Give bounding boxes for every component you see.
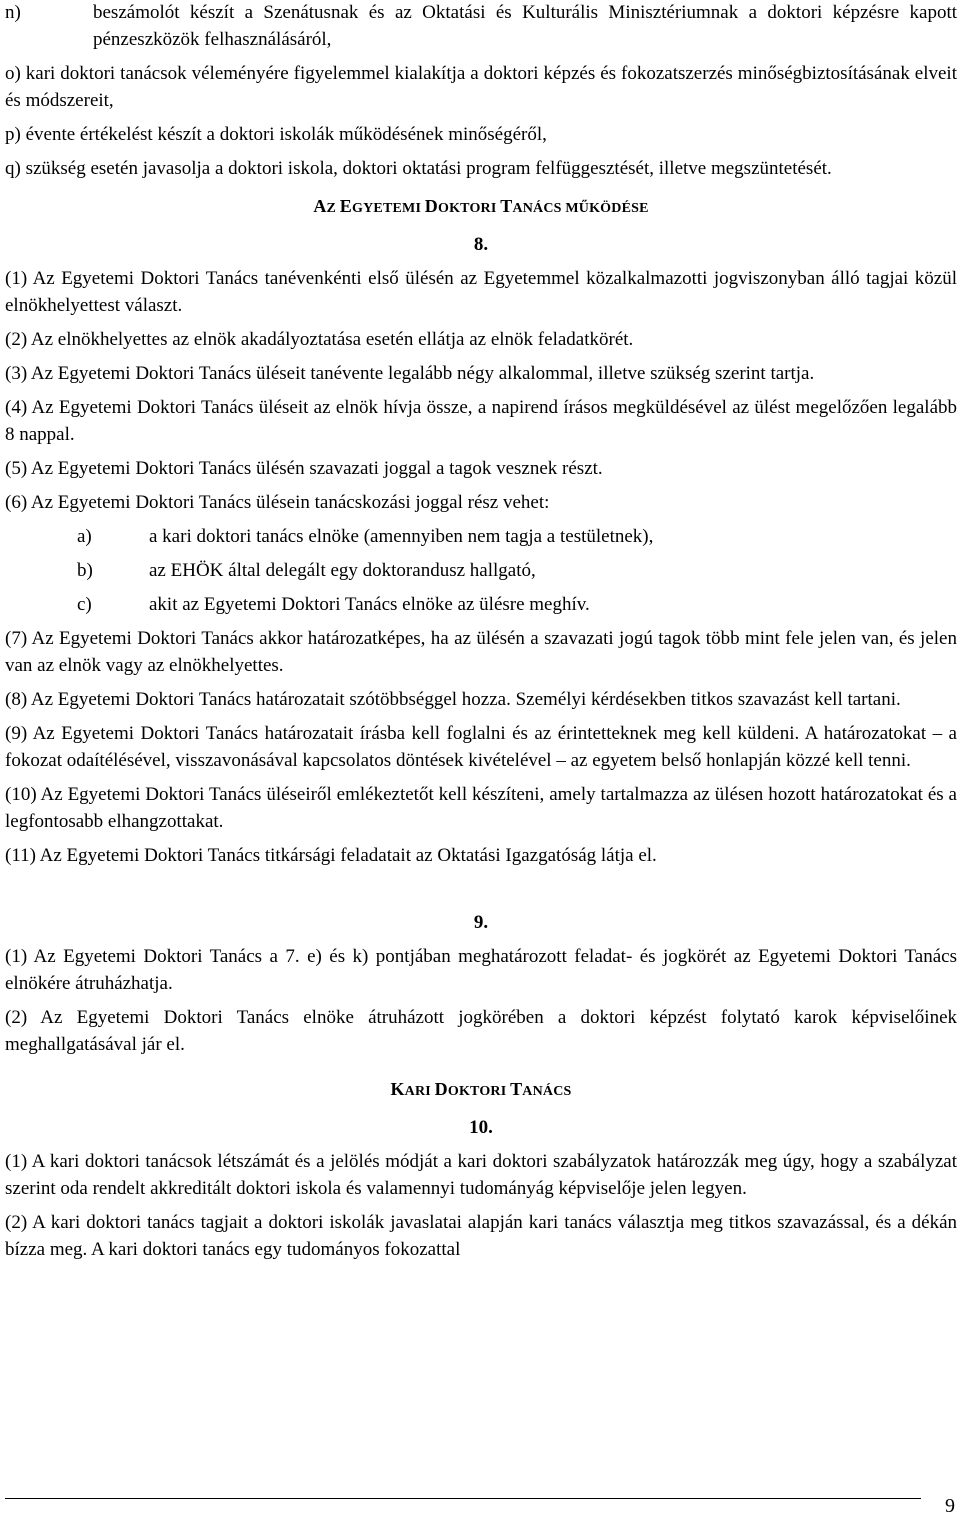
list-item: p) évente értékelést készít a doktori iskolák működésének minőségéről, <box>5 123 547 145</box>
page-number: 9 <box>945 1495 955 1517</box>
section-number: 9. <box>473 911 489 933</box>
paragraph: (1) Az Egyetemi Doktori Tanács a 7. e) és k) pontjában meghatározott feladat- és jogkörét az Egyetemi Doktori Tanács elnökére átruházhatja. <box>5 945 957 994</box>
item-text: akit az Egyetemi Doktori Tanács elnöke az ülésre meghív. <box>149 594 590 616</box>
list-item <box>5 524 957 551</box>
paragraph: (2) Az elnökhelyettes az elnök akadályoztatása esetén ellátja az elnök feladatkörét. <box>5 329 634 351</box>
item-label: n) <box>5 2 21 23</box>
list-item <box>5 558 957 585</box>
paragraph: (6) Az Egyetemi Doktori Tanács ülésein tanácskozási joggal rész vehet: <box>5 492 550 514</box>
paragraph: (2) A kari doktori tanács tagjait a doktori iskolák javaslatai alapján kari tanács választja meg titkos szavazással, és a dékán bízza meg. A kari doktori tanács egy tudományos fokozattal <box>5 1212 957 1260</box>
list-item <box>5 0 957 54</box>
item-text: az EHÖK által delegált egy doktorandusz hallgató, <box>149 560 536 582</box>
section-number: 10. <box>469 1117 493 1139</box>
item-label: c) <box>77 594 92 616</box>
document-page <box>5 0 957 1264</box>
list-item: q) szükség esetén javasolja a doktori iskola, doktori oktatási program felfüggesztését, illetve megszüntetését. <box>5 157 832 179</box>
item-label: b) <box>77 560 93 582</box>
item-label: a) <box>77 526 92 548</box>
paragraph: (11) Az Egyetemi Doktori Tanács titkársági feladatait az Oktatási Igazgatóság látja el. <box>5 844 657 866</box>
paragraph: (1) Az Egyetemi Doktori Tanács tanévenkénti első ülésén az Egyetemmel közalkalmazotti jogviszonyban álló tagjai közül elnökhelyettest választ. <box>5 268 957 317</box>
list-item: o) kari doktori tanácsok véleményére figyelemmel kialakítja a doktori képzés és fokozatszerzés minőségbiztosításának elveit és módszereit, <box>5 62 957 111</box>
section-heading: AZ EGYETEMI DOKTORI TANÁCS MŰKÖDÉSE <box>313 195 649 216</box>
paragraph: (10) Az Egyetemi Doktori Tanács üléseiről emlékeztetőt kell készíteni, amely tartalmazza az ülésen hozott határozatokat és a legfontosabb elhangzottakat. <box>5 783 957 832</box>
paragraph: (9) Az Egyetemi Doktori Tanács határozatait írásba kell foglalni és az érintetteknek meg kell küldeni. A határozatokat – a fokozat odaítélésével, visszavonásával kapcsolatos döntések kivételével – az egyetem belső honlapján közzé kell tenni. <box>5 722 957 771</box>
paragraph: (2) Az Egyetemi Doktori Tanács elnöke átruházott jogkörében a doktori képzést folytató karok képviselőinek meghallgatásával jár el. <box>5 1006 957 1055</box>
item-text: beszámolót készít a Szenátusnak és az Oktatási és Kulturális Minisztériumnak a doktori képzésre kapott pénzeszközök felhasználásáról, <box>93 2 957 50</box>
section-number: 8. <box>473 234 489 256</box>
paragraph: (8) Az Egyetemi Doktori Tanács határozatait szótöbbséggel hozza. Személyi kérdésekben titkos szavazást kell tartani. <box>5 688 901 710</box>
paragraph: (4) Az Egyetemi Doktori Tanács üléseit az elnök hívja össze, a napirend írásos megküldésével az ülést megelőzően legalább 8 nappal. <box>5 397 957 446</box>
paragraph: (3) Az Egyetemi Doktori Tanács üléseit tanévente legalább négy alkalommal, illetve szükség szerint tartja. <box>5 363 815 385</box>
list-item <box>5 592 957 619</box>
paragraph: (1) A kari doktori tanácsok létszámát és a jelölés módját a kari doktori szabályzatok határozzák meg úgy, hogy a szabályzat szerint oda rendelt akkreditált doktori iskola és valamennyi tudományág képviselője jelen legyen. <box>5 1151 957 1200</box>
paragraph: (5) Az Egyetemi Doktori Tanács ülésén szavazati joggal a tagok vesznek részt. <box>5 458 603 480</box>
item-text: a kari doktori tanács elnöke (amennyiben nem tagja a testületnek), <box>149 526 654 548</box>
section-heading: KARI DOKTORI TANÁCS <box>390 1078 572 1099</box>
paragraph: (7) Az Egyetemi Doktori Tanács akkor határozatképes, ha az ülésén a szavazati jogú tagok több mint fele jelen van, és jelen van az elnök vagy az elnökhelyettes. <box>5 627 957 676</box>
footer-rule <box>5 1498 921 1499</box>
